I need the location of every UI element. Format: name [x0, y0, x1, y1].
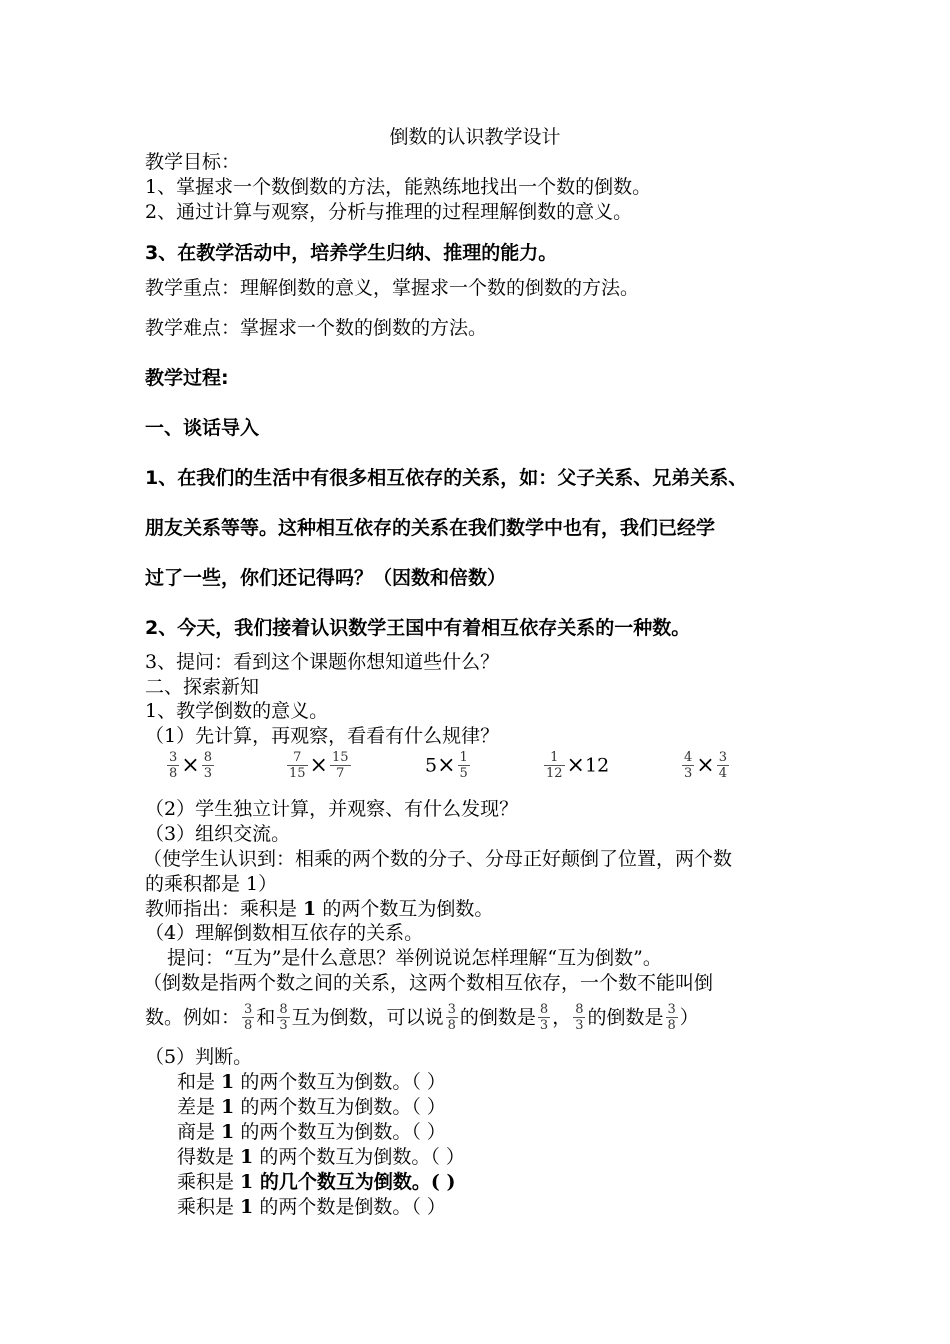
paragraph-1-line-1: 1、在我们的生活中有很多相互依存的关系，如：父子关系、兄弟关系、: [145, 467, 748, 489]
section-2-item-1: 1、教学倒数的意义。: [145, 700, 329, 722]
note-line-2: 的乘积都是 1）: [145, 873, 278, 895]
judge-item-3: 商是 1 的两个数互为倒数。（ ）: [177, 1121, 446, 1143]
paragraph-2: 2、今天，我们接着认识数学王国中有着相互依存关系的一种数。: [145, 617, 691, 639]
judge-item-4: 得数是 1 的两个数互为倒数。（ ）: [177, 1146, 465, 1168]
section-2-item-5: （5）判断。: [145, 1046, 253, 1068]
expression-2: $\frac{7}{15}$ × $\frac{15}{7}$: [289, 750, 349, 781]
document-title: 倒数的认识教学设计: [389, 126, 561, 148]
teacher-statement: 教师指出：乘积是 1 的两个数互为倒数。: [145, 898, 494, 920]
explanation-line-1: （倒数是指两个数之间的关系，这两个数相互依存，一个数不能叫倒: [143, 972, 714, 994]
objective-3: 3、在教学活动中，培养学生归纳、推理的能力。: [145, 242, 558, 264]
section-2-item-2: （2）学生独立计算，并观察、有什么发现？: [145, 798, 519, 820]
section-2-heading: 二、探索新知: [145, 676, 260, 698]
expression-4: $\frac{1}{12}$ ×12: [546, 750, 610, 781]
explanation-line-2: 数。例如： $\frac{3}{8}$ 和 $\frac{8}{3}$ 互为倒数，可以说 $\frac{3}{8}$ 的倒数是 $\frac{8}{3}$ ， $\frac{8}{3}$ 的倒数是 $\frac{3}{8}$ ）: [145, 1002, 699, 1033]
key-point: 教学重点：理解倒数的意义，掌握求一个数的倒数的方法。: [145, 277, 640, 299]
judge-item-1: 和是 1 的两个数互为倒数。（ ）: [177, 1071, 446, 1093]
paragraph-1-line-3: 过了一些，你们还记得吗？（因数和倍数）: [145, 567, 507, 589]
section-2-item-4: （4）理解倒数相互依存的关系。: [145, 922, 424, 944]
objectives-heading: 教学目标：: [145, 151, 241, 173]
process-heading: 教学过程:: [145, 367, 229, 389]
question: 提问：“互为”是什么意思？举例说说怎样理解“互为倒数”。: [167, 947, 662, 969]
expression-5: $\frac{4}{3}$ × $\frac{3}{4}$: [684, 750, 727, 781]
paragraph-3: 3、提问：看到这个课题你想知道些什么？: [145, 651, 500, 673]
expression-3: 5× $\frac{1}{5}$: [425, 750, 468, 781]
objective-1: 1、掌握求一个数倒数的方法，能熟练地找出一个数的倒数。: [145, 176, 652, 198]
objective-2: 2、通过计算与观察，分析与推理的过程理解倒数的意义。: [145, 201, 633, 223]
section-2-item-3: （3）组织交流。: [145, 823, 291, 845]
paragraph-1-line-2: 朋友关系等等。这种相互依存的关系在我们数学中也有，我们已经学: [145, 517, 716, 539]
section-1-heading: 一、谈话导入: [145, 417, 260, 439]
judge-item-6: 乘积是 1 的两个数是倒数。（ ）: [177, 1196, 446, 1218]
judge-item-5: 乘积是 1 的几个数互为倒数。( ): [177, 1171, 456, 1193]
note-line-1: （使学生认识到：相乘的两个数的分子、分母正好颠倒了位置，两个数: [143, 848, 733, 870]
difficulty: 教学难点：掌握求一个数的倒数的方法。: [145, 317, 488, 339]
expression-1: $\frac{3}{8}$ × $\frac{8}{3}$: [169, 750, 212, 781]
section-2-item-1a: （1）先计算，再观察，看看有什么规律？: [145, 725, 500, 747]
judge-item-2: 差是 1 的两个数互为倒数。（ ）: [177, 1096, 446, 1118]
